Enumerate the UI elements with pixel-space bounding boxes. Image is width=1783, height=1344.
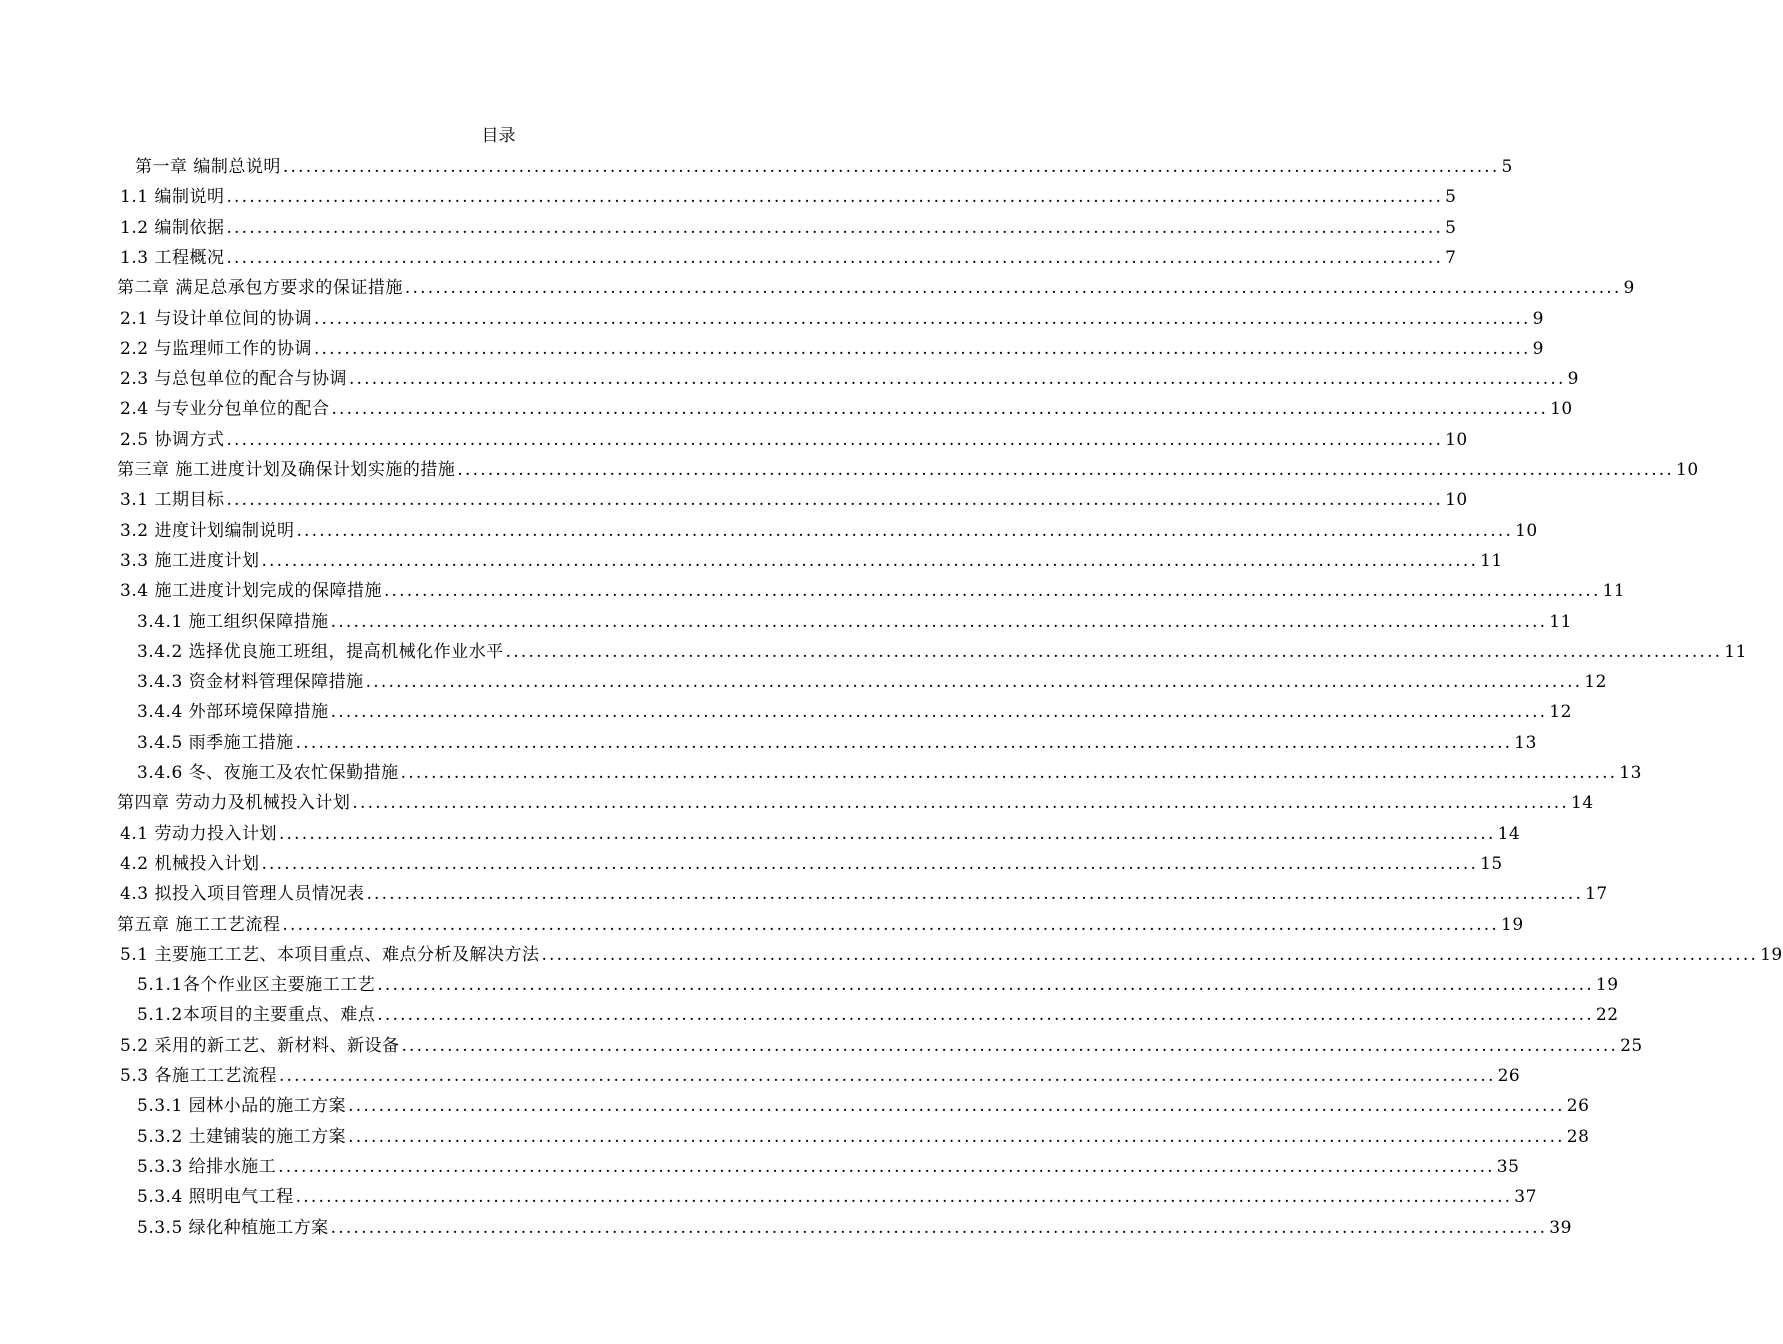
toc-page-number: 11 [1602,581,1626,602]
toc-leader-dots: ................................................................................................................................................................ [457,460,1675,480]
toc-entry[interactable] [137,1122,1590,1152]
toc-leader-dots: ................................................................................................................................................................ [400,763,1618,783]
toc-entry-title: 5.1 主要施工工艺、本项目重点、难点分析及解决方法 [120,944,540,965]
toc-page-number: 22 [1595,1005,1619,1026]
toc-leader-dots: ................................................................................................................................................................ [330,1217,1548,1238]
toc-entry-title: 5.3.4 照明电气工程 [137,1187,294,1208]
toc-entry[interactable] [120,516,1538,546]
toc-page-number: 19 [1595,975,1619,996]
toc-entry[interactable] [120,879,1608,909]
toc-entry-title: 5.3.3 给排水施工 [137,1156,277,1177]
toc-entry[interactable] [137,1182,1537,1212]
toc-entry[interactable] [120,546,1503,576]
toc-leader-dots: ................................................................................................................................................................ [295,1187,1513,1208]
toc-entry-title: 5.3.2 土建铺装的施工方案 [137,1126,347,1147]
toc-page-number: 19 [1501,914,1524,935]
toc-page-number: 9 [1567,369,1579,390]
toc-entry[interactable] [120,213,1457,243]
toc-entry[interactable] [137,1091,1590,1121]
toc-entry[interactable] [137,1152,1520,1182]
toc-leader-dots: ................................................................................................................................................................ [296,520,1514,541]
toc-entry-title: 1.1 编制说明 [120,187,225,208]
toc-leader-dots: ................................................................................................................................................................ [226,187,1444,208]
toc-entry-title: 第四章 劳动力及机械投入计划 [117,793,351,814]
toc-entry[interactable] [137,970,1619,1000]
toc-page-number: 9 [1532,338,1544,359]
toc-entry-title: 第五章 施工工艺流程 [117,914,281,935]
toc-page-number: 14 [1571,793,1594,814]
toc-entry-title: 3.4.2 选择优良施工班组，提高机械化作业水平 [137,641,504,662]
toc-leader-dots: ................................................................................................................................................................ [377,1005,1594,1026]
toc-entry-title: 1.3 工程概况 [120,247,225,268]
toc-entry[interactable] [120,819,1521,849]
toc-entry-title: 5.3.1 园林小品的施工方案 [137,1096,347,1117]
toc-entry-title: 3.3 施工进度计划 [120,550,260,571]
toc-leader-dots: ................................................................................................................................................................ [226,217,1444,238]
toc-entry-title: 第一章 编制总说明 [135,157,281,177]
toc-leader-dots: ................................................................................................................................................................ [278,823,1496,844]
toc-entry-title: 第三章 施工进度计划及确保计划实施的措施 [117,460,456,480]
toc-leader-dots: ................................................................................................................................................................ [404,278,1622,299]
toc-entry-title: 2.5 协调方式 [120,429,225,450]
toc-entry[interactable] [117,910,1524,940]
toc-entry-title: 3.4.3 资金材料管理保障措施 [137,672,364,693]
toc-leader-dots: ................................................................................................................................................................ [541,944,1759,965]
toc-page-number: 17 [1585,884,1608,905]
toc-entry[interactable] [120,334,1544,364]
toc-page-number: 25 [1620,1035,1643,1056]
toc-entry[interactable] [120,1031,1643,1061]
toc-entry[interactable] [137,1000,1619,1030]
toc-page-number: 13 [1619,763,1642,783]
toc-page-number: 11 [1724,641,1747,662]
toc-entry[interactable] [117,455,1699,485]
toc-entry[interactable] [137,667,1607,697]
toc-page-number: 10 [1550,399,1573,420]
toc-entry[interactable] [120,304,1544,334]
toc-entry-title: 1.2 编制依据 [120,217,225,238]
toc-leader-dots: ................................................................................................................................................................ [261,550,1479,571]
toc-entry[interactable] [137,607,1572,637]
toc-page-number: 15 [1480,853,1503,874]
toc-page-number: 11 [1480,550,1503,571]
toc-page-number: 11 [1549,611,1572,632]
toc-entry[interactable] [120,1061,1521,1091]
toc-entry-title: 2.3 与总包单位的配合与协调 [120,369,347,390]
toc-entry[interactable] [137,637,1747,667]
toc-leader-dots: ................................................................................................................................................................ [331,399,1549,420]
toc-page-number: 26 [1566,1096,1590,1117]
toc-leader-dots: ................................................................................................................................................................ [348,1096,1565,1117]
toc-entry[interactable] [120,364,1579,394]
toc-page-number: 5 [1445,187,1457,208]
toc-page-number: 9 [1623,278,1635,299]
toc-leader-dots: ................................................................................................................................................................ [226,247,1444,268]
toc-entry[interactable] [117,273,1635,303]
toc-entry-title: 5.3.5 绿化种植施工方案 [137,1217,329,1238]
toc-leader-dots: ................................................................................................................................................................ [330,702,1548,723]
toc-entry-title: 4.2 机械投入计划 [120,853,260,874]
toc-page-number: 12 [1549,702,1572,723]
toc-leader-dots: ................................................................................................................................................................ [401,1035,1619,1056]
toc-leader-dots: ................................................................................................................................................................ [377,975,1594,996]
toc-leader-dots: ................................................................................................................................................................ [313,338,1531,359]
toc-entry[interactable] [137,758,1642,788]
toc-entry-title: 5.1.2本项目的主要重点、难点 [137,1005,376,1026]
toc-entry-title: 5.1.1各个作业区主要施工工艺 [137,975,376,996]
toc-entry[interactable] [137,697,1572,727]
toc-leader-dots: ................................................................................................................................................................ [278,1156,1495,1177]
toc-leader-dots: ................................................................................................................................................................ [365,672,1583,693]
toc-page-number: 14 [1497,823,1521,844]
toc-entry-title: 第二章 满足总承包方要求的保证措施 [117,278,403,299]
toc-leader-dots: ................................................................................................................................................................ [261,853,1479,874]
toc-page-number: 35 [1496,1156,1520,1177]
toc-entry-title: 5.3 各施工工艺流程 [120,1066,277,1086]
toc-entry[interactable] [120,394,1573,424]
toc-page-number: 10 [1515,520,1538,541]
toc-entry[interactable] [120,576,1626,606]
toc-page-number: 26 [1497,1066,1521,1086]
toc-leader-dots: ................................................................................................................................................................ [226,490,1444,511]
toc-leader-dots: ................................................................................................................................................................ [295,732,1513,753]
toc-page-number: 19 [1760,944,1783,965]
toc-page-number: 5 [1445,217,1457,238]
toc-entry-title: 2.2 与监理师工作的协调 [120,338,312,359]
toc-leader-dots: ................................................................................................................................................................ [282,914,1500,935]
toc-entry[interactable] [120,485,1468,515]
toc-page-number: 37 [1514,1187,1537,1208]
toc-entry[interactable] [120,849,1503,879]
toc-leader-dots: ................................................................................................................................................................ [330,611,1548,632]
toc-page-number: 13 [1514,732,1537,753]
toc-entry-title: 4.1 劳动力投入计划 [120,823,277,844]
toc-leader-dots: ................................................................................................................................................................ [313,308,1531,329]
toc-page-number: 28 [1566,1126,1590,1147]
toc-entry[interactable] [117,788,1594,818]
toc-entry-title: 4.3 拟投入项目管理人员情况表 [120,884,365,905]
toc-entry[interactable] [120,940,1783,970]
toc-page-number: 10 [1445,490,1468,511]
toc-entry-title: 3.4.1 施工组织保障措施 [137,611,329,632]
toc-entry-title: 2.1 与设计单位间的协调 [120,308,312,329]
toc-leader-dots: ................................................................................................................................................................ [352,793,1570,814]
toc-entry-title: 3.1 工期目标 [120,490,225,511]
toc-entry[interactable] [120,243,1457,273]
toc-page-number: 5 [1501,157,1513,177]
toc-leader-dots: ................................................................................................................................................................ [348,1126,1565,1147]
toc-entry-title: 3.4.6 冬、夜施工及农忙保勤措施 [137,763,399,783]
toc-entry[interactable] [137,1213,1572,1243]
toc-leader-dots: ................................................................................................................................................................ [226,429,1444,450]
toc-entry[interactable] [137,728,1537,758]
toc-leader-dots: ................................................................................................................................................................ [505,641,1723,662]
page-title: 目录 [481,126,516,146]
toc-entry[interactable] [120,425,1468,455]
toc-page-number: 10 [1445,429,1468,450]
toc-entry[interactable] [135,152,1513,182]
toc-leader-dots: ................................................................................................................................................................ [366,884,1584,905]
toc-entry-title: 2.4 与专业分包单位的配合 [120,399,330,420]
toc-entry[interactable] [120,182,1457,212]
toc-page-number: 10 [1676,460,1699,480]
toc-leader-dots: ................................................................................................................................................................ [348,369,1566,390]
toc-entry-title: 3.2 进度计划编制说明 [120,520,295,541]
toc-page-number: 12 [1584,672,1607,693]
toc-entry-title: 5.2 采用的新工艺、新材料、新设备 [120,1035,400,1056]
toc-leader-dots: ................................................................................................................................................................ [383,581,1601,602]
toc-page-number: 9 [1532,308,1544,329]
toc-leader-dots: ................................................................................................................................................................ [282,157,1500,177]
toc-leader-dots: ................................................................................................................................................................ [278,1066,1496,1086]
toc-page-number: 7 [1445,247,1457,268]
toc-entry-title: 3.4.4 外部环境保障措施 [137,702,329,723]
toc-entry-title: 3.4 施工进度计划完成的保障措施 [120,581,382,602]
toc-entry-title: 3.4.5 雨季施工措施 [137,732,294,753]
toc-page-number: 39 [1549,1217,1572,1238]
